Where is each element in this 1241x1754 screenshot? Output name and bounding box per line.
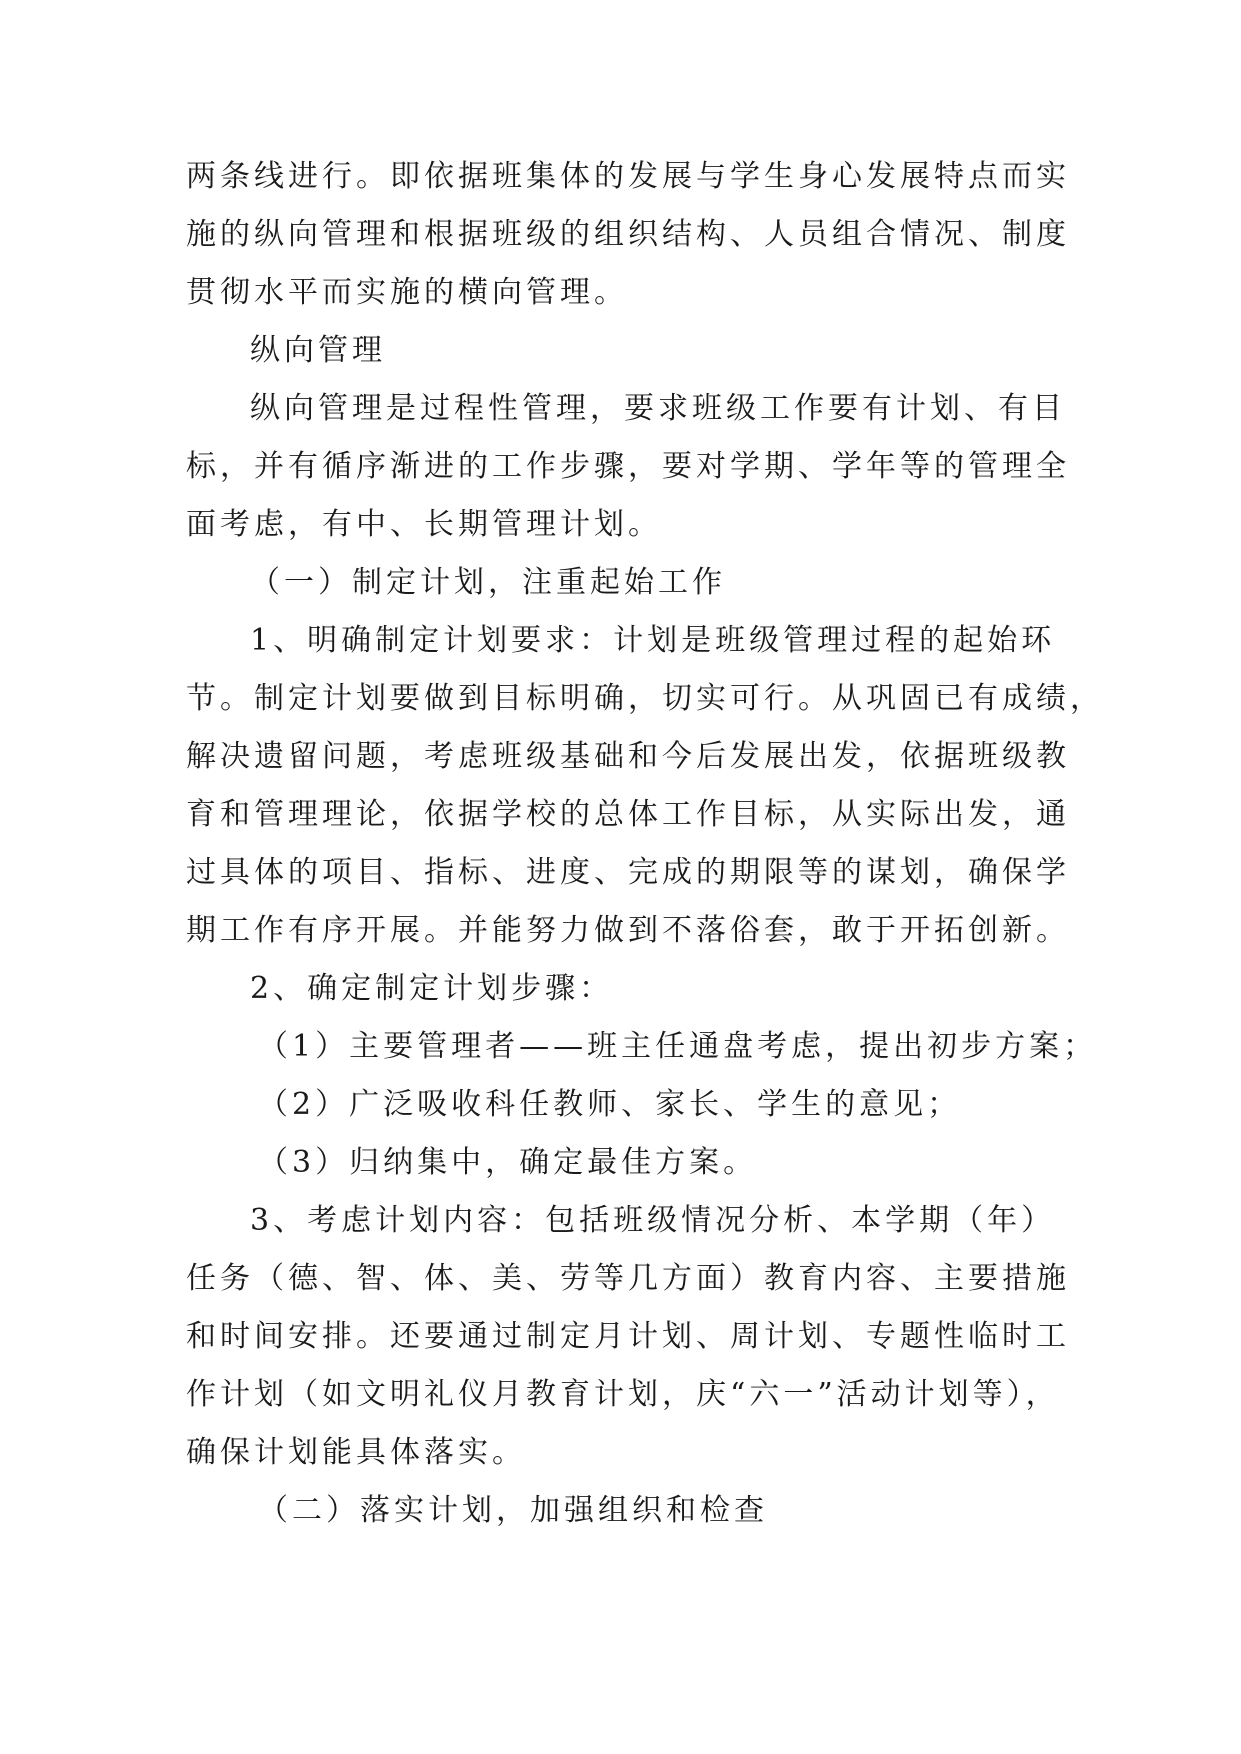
- text-line: 和时间安排。还要通过制定月计划、周计划、专题性临时工: [186, 1319, 1070, 1354]
- subsection-heading: （一）制定计划，注重起始工作: [250, 565, 726, 600]
- text-line: 面考虑，有中、长期管理计划。: [186, 507, 662, 542]
- text-line: 解决遗留问题，考虑班级基础和今后发展出发，依据班级教: [186, 739, 1070, 774]
- text-line: 3、考虑计划内容：包括班级情况分析、本学期（年）: [250, 1203, 1056, 1238]
- list-item: （3）归纳集中，确定最佳方案。: [258, 1145, 758, 1180]
- text-line: 任务（德、智、体、美、劳等几方面）教育内容、主要措施: [186, 1261, 1070, 1296]
- text-line: 育和管理理论，依据学校的总体工作目标，从实际出发，通: [186, 797, 1070, 832]
- text-line: 节。制定计划要做到目标明确，切实可行。从巩固已有成绩，: [186, 681, 1104, 716]
- text-line: 过具体的项目、指标、进度、完成的期限等的谋划，确保学: [186, 855, 1070, 890]
- text-line: 作计划（如文明礼仪月教育计划，庆“六一”活动计划等），: [186, 1377, 1060, 1412]
- subsection-heading: （二）落实计划，加强组织和检查: [258, 1493, 768, 1528]
- section-heading: 纵向管理: [250, 333, 386, 368]
- text-line: 贯彻水平而实施的横向管理。: [186, 275, 628, 310]
- text-line: 1、明确制定计划要求：计划是班级管理过程的起始环: [250, 623, 1056, 658]
- text-line: 标，并有循序渐进的工作步骤，要对学期、学年等的管理全: [186, 449, 1070, 484]
- text-line: 2、确定制定计划步骤：: [250, 971, 614, 1006]
- text-line: 期工作有序开展。并能努力做到不落俗套，敢于开拓创新。: [186, 913, 1070, 948]
- text-line: 施的纵向管理和根据班级的组织结构、人员组合情况、制度: [186, 217, 1070, 252]
- text-line: 纵向管理是过程性管理，要求班级工作要有计划、有目: [250, 391, 1066, 426]
- list-item: （2）广泛吸收科任教师、家长、学生的意见；: [258, 1087, 962, 1122]
- text-line: 两条线进行。即依据班集体的发展与学生身心发展特点而实: [186, 159, 1070, 194]
- list-item: （1）主要管理者——班主任通盘考虑，提出初步方案；: [258, 1029, 1098, 1064]
- text-line: 确保计划能具体落实。: [186, 1435, 526, 1470]
